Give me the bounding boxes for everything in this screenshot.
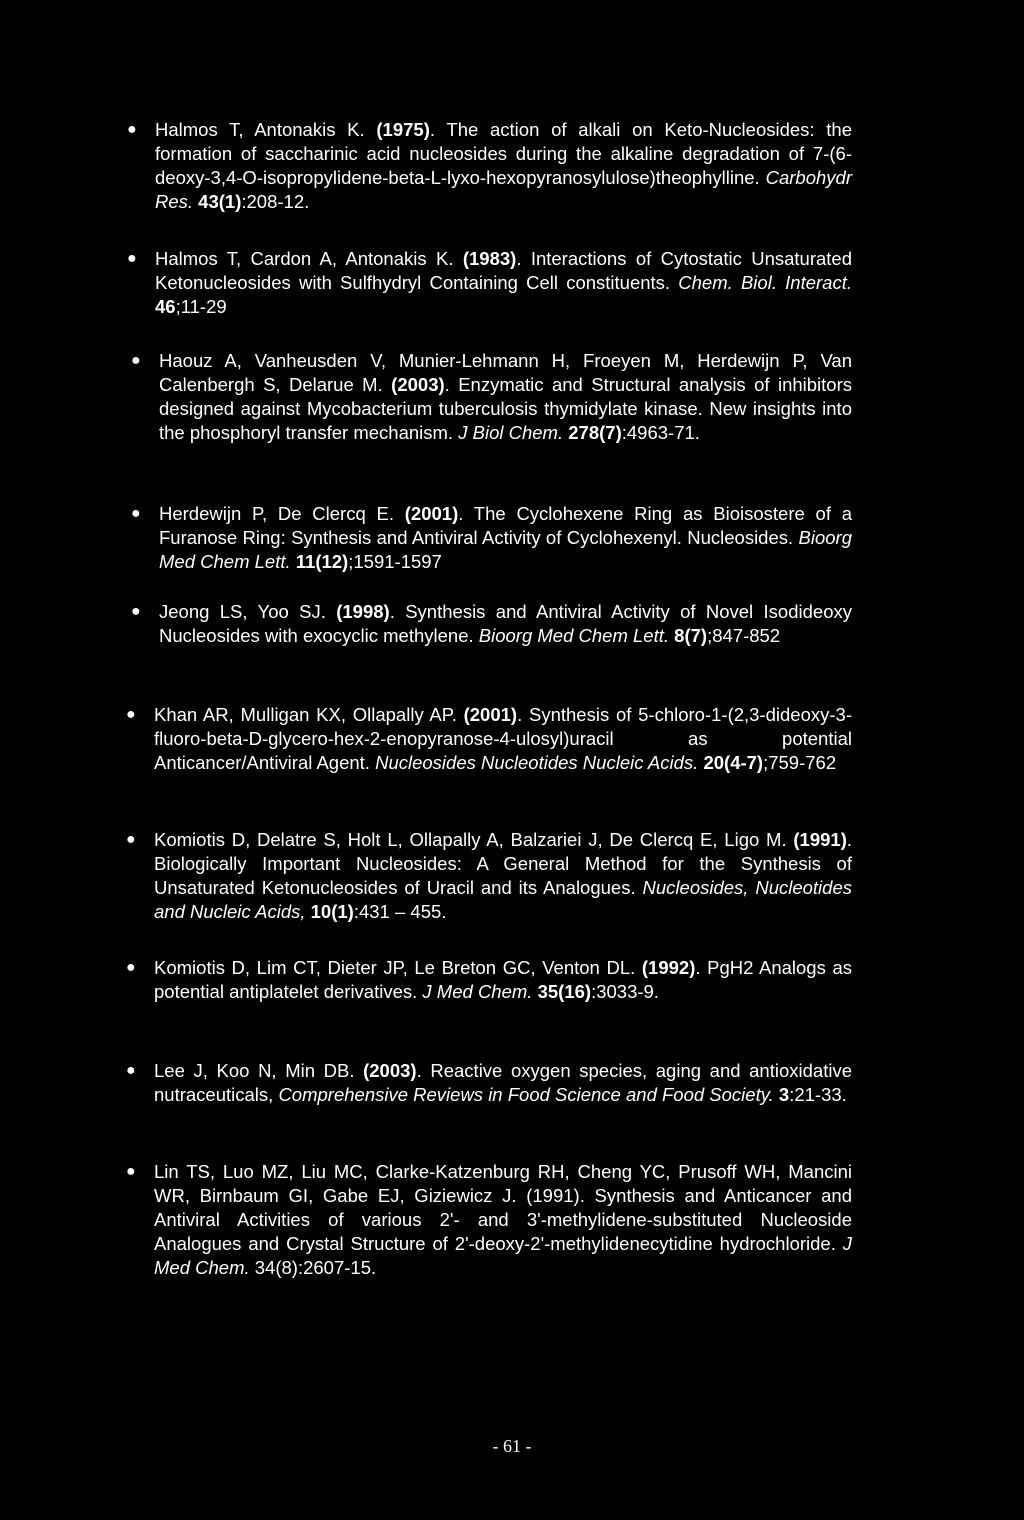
reference-item xyxy=(126,1160,852,1280)
reference-year: (2001) xyxy=(404,503,459,524)
reference-journal: Nucleosides Nucleotides Nucleic Acids. xyxy=(375,752,699,773)
reference-year: (1991) xyxy=(793,829,847,850)
reference-pages: :208-12. xyxy=(241,191,310,212)
reference-journal: J Med Chem. xyxy=(422,981,533,1002)
bullet-icon: ● xyxy=(126,1163,136,1180)
reference-title: . Interactions of Cytostatic Unsaturated Ketonucleosides with Sulfhydryl Containing Cell constituents. xyxy=(155,248,852,293)
reference-item xyxy=(126,1059,852,1107)
reference-item xyxy=(126,703,852,775)
reference-item xyxy=(131,502,853,574)
bullet-icon: ● xyxy=(127,250,137,267)
reference-authors: Komiotis D, Delatre S, Holt L, Ollapally A, Balzariei J, De Clercq E, Ligo M. xyxy=(154,829,794,850)
reference-title: . PgH2 Analogs as potential antiplatelet derivatives. xyxy=(154,957,853,1002)
page-number: - 61 - xyxy=(492,1436,532,1456)
bullet-icon: ● xyxy=(126,831,136,848)
reference-item xyxy=(131,600,852,648)
reference-authors: Lin TS, Luo MZ, Liu MC, Clarke-Katzenburg RH, Cheng YC, Prusoff WH, Mancini WR, Birnbaum GI, Gabe EJ, Giziewicz J. xyxy=(154,1161,852,1206)
reference-item xyxy=(127,118,852,214)
reference-item xyxy=(126,828,852,924)
bullet-icon: ● xyxy=(126,959,136,976)
reference-authors: Khan AR, Mulligan KX, Ollapally AP. xyxy=(154,704,464,725)
reference-volume: 3 xyxy=(773,1084,790,1105)
reference-item xyxy=(126,956,853,1004)
reference-title: . Synthesis and Antiviral Activity of Novel Isodideoxy Nucleosides with exocyclic methylene. xyxy=(159,601,852,646)
reference-volume: 34(8) xyxy=(249,1257,298,1278)
reference-pages: ;11-29 xyxy=(175,296,227,317)
reference-item xyxy=(131,349,852,445)
reference-year: (2001) xyxy=(463,704,518,725)
reference-authors: Herdewijn P, De Clercq E. xyxy=(159,503,405,524)
reference-year: (2003) xyxy=(391,374,445,395)
bullet-icon: ● xyxy=(131,505,141,522)
reference-year: (1975) xyxy=(376,119,430,140)
reference-volume: 35(16) xyxy=(532,981,592,1002)
reference-volume: 10(1) xyxy=(305,901,354,922)
reference-title: . The Cyclohexene Ring as Bioisostere of a Furanose Ring: Synthesis and Antiviral Activity of Cyclohexenyl. Nucleosides. xyxy=(159,503,853,548)
reference-journal: Carbohydr Res. xyxy=(155,167,852,212)
reference-authors: Halmos T, Antonakis K. xyxy=(155,119,377,140)
reference-pages: :2607-15. xyxy=(297,1257,377,1278)
reference-year: (1991) xyxy=(526,1185,580,1206)
reference-pages: ;759-762 xyxy=(763,752,837,773)
bullet-icon: ● xyxy=(126,1062,136,1079)
reference-volume: 46 xyxy=(155,296,176,317)
reference-volume: 11(12) xyxy=(290,551,349,572)
reference-pages: :4963-71. xyxy=(621,422,700,443)
reference-volume: 278(7) xyxy=(563,422,622,443)
reference-volume: 20(4-7) xyxy=(698,752,764,773)
reference-title: . Biologically Important Nucleosides: A General Method for the Synthesis of Unsaturated Ketonucleosides of Uracil and its Analogues. xyxy=(154,829,852,898)
reference-year: (1983) xyxy=(462,248,517,269)
reference-authors: Haouz A, Vanheusden V, Munier-Lehmann H, Froeyen M, Herdewijn P, Van Calenbergh S, Delarue M. xyxy=(159,350,852,395)
bullet-icon: ● xyxy=(131,603,141,620)
reference-pages: :3033-9. xyxy=(591,981,659,1002)
reference-journal: Chem. Biol. Interact. xyxy=(678,272,852,293)
reference-journal: Nucleosides, Nucleotides and Nucleic Acids, xyxy=(154,877,852,922)
reference-pages: :21-33. xyxy=(789,1084,847,1105)
reference-volume: 8(7) xyxy=(669,625,708,646)
reference-item xyxy=(127,247,852,319)
bullet-icon: ● xyxy=(127,121,137,138)
reference-title: . Enzymatic and Structural analysis of inhibitors designed against Mycobacterium tuberculosis thymidylate kinase. New insights into the phosphoryl transfer mechanism. xyxy=(159,374,852,443)
reference-pages: ;1591-1597 xyxy=(348,551,442,572)
reference-title: . Synthesis and Anticancer and Antiviral Activities of various 2'- and 3'-methylidene-substituted Nucleoside Analogues and Crystal Structure of 2'-deoxy-2'-methylidenecytidine hydrochloride. xyxy=(154,1185,852,1254)
reference-year: (1992) xyxy=(641,957,696,978)
reference-journal: Bioorg Med Chem Lett. xyxy=(478,625,670,646)
bullet-icon: ● xyxy=(126,706,136,723)
reference-title: . Synthesis of 5-chloro-1-(2,3-dideoxy-3-fluoro-beta-D-glycero-hex-2-enopyranose-4-ulosyl)uracil as potential Anticancer/Antiviral Agent. xyxy=(154,704,852,773)
reference-authors: Lee J, Koo N, Min DB. xyxy=(154,1060,364,1081)
bullet-icon: ● xyxy=(131,352,141,369)
reference-title: . Reactive oxygen species, aging and antioxidative nutraceuticals, xyxy=(154,1060,852,1105)
reference-authors: Komiotis D, Lim CT, Dieter JP, Le Breton GC, Venton DL. xyxy=(154,957,642,978)
reference-year: (2003) xyxy=(363,1060,417,1081)
reference-pages: :431 – 455. xyxy=(353,901,447,922)
reference-pages: ;847-852 xyxy=(707,625,781,646)
reference-authors: Jeong LS, Yoo SJ. xyxy=(159,601,337,622)
reference-journal: J Med Chem. xyxy=(154,1233,852,1278)
reference-volume: 43(1) xyxy=(193,191,242,212)
reference-journal: Comprehensive Reviews in Food Science and Food Society. xyxy=(278,1084,774,1105)
reference-journal: J Biol Chem. xyxy=(458,422,564,443)
reference-title: . The action of alkali on Keto-Nucleosides: the formation of saccharinic acid nucleosides during the alkaline degradation of 7-(6-deoxy-3,4-O-isopropylidene-beta-L-lyxo-hexopyranosylulose)theophylline. xyxy=(155,119,852,188)
reference-year: (1998) xyxy=(336,601,390,622)
reference-authors: Halmos T, Cardon A, Antonakis K. xyxy=(155,248,463,269)
reference-journal: Bioorg Med Chem Lett. xyxy=(159,527,852,572)
